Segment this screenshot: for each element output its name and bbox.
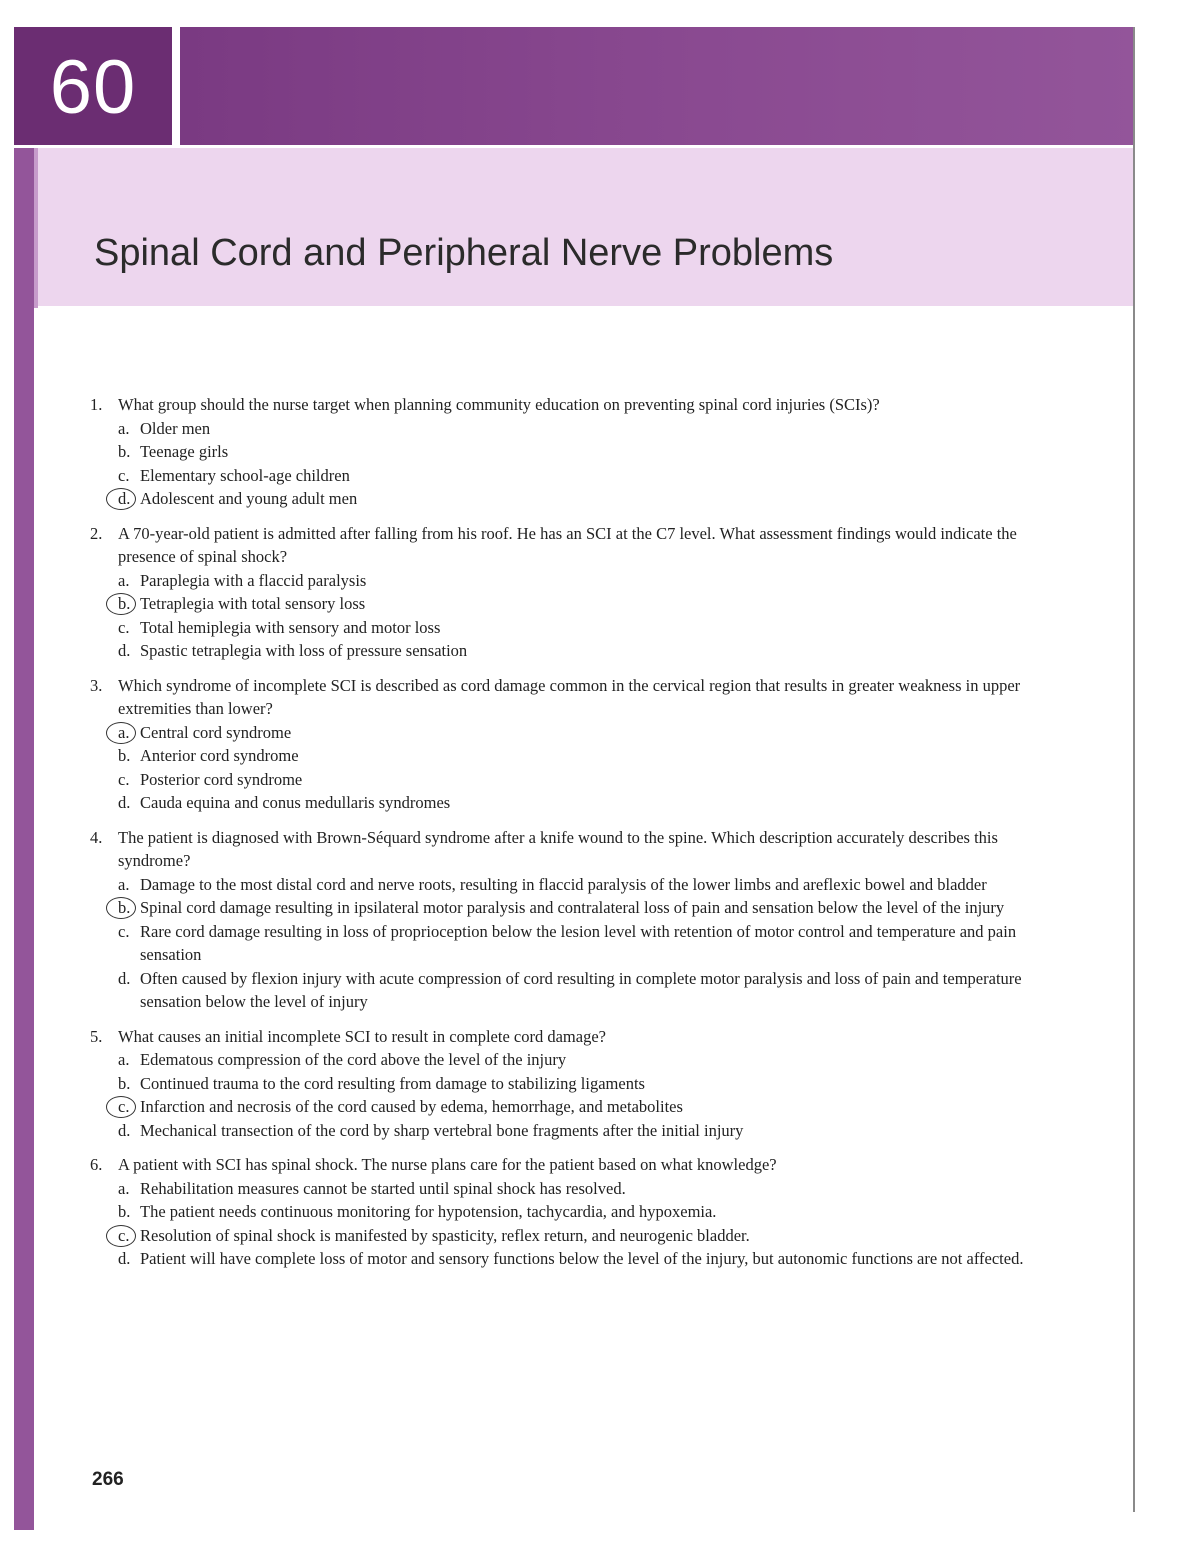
question-text: Which syndrome of incomplete SCI is described as cord damage common in the cervical region that results in greater weakness in upper extremities than lower? [118,675,1021,718]
option-letter: a. [118,570,130,590]
handwritten-circle-mark [106,488,136,510]
question-stem [90,393,1040,417]
answer-option [118,639,1040,663]
option-text: Continued trauma to the cord resulting from damage to stabilizing ligaments [140,1073,645,1093]
question-number: 2. [90,523,103,543]
question-2 [90,522,1040,663]
option-letter: d. [118,641,131,660]
option-text: Infarction and necrosis of the cord caused by edema, hemorrhage, and metabolites [140,1097,683,1116]
option-letter: c. [118,1225,130,1245]
option-letter: a. [118,1178,130,1198]
option-letter: a. [118,1050,130,1069]
answer-option [118,920,1040,967]
question-1 [90,393,1040,511]
answer-option [118,1224,1040,1248]
option-text: Spastic tetraplegia with loss of pressure sensation [140,641,468,660]
question-number: 5. [90,1026,103,1046]
option-letter: c. [118,617,130,637]
option-letter: a. [118,874,130,894]
option-text: The patient needs continuous monitoring for hypotension, tachycardia, and hypoxemia. [140,1202,717,1221]
question-6 [90,1153,1040,1271]
chapter-title: Spinal Cord and Peripheral Nerve Problems [94,232,834,274]
answer-option [118,592,1040,616]
question-text: A 70-year-old patient is admitted after falling from his roof. He has an SCI at the C7 level. What assessment findings would indicate the presence of spinal shock? [118,523,1017,566]
answer-option [118,1200,1040,1224]
answer-option [118,721,1040,745]
option-text: Posterior cord syndrome [140,769,303,789]
option-text: Rehabilitation measures cannot be started until spinal shock has resolved. [140,1178,626,1198]
option-text: Cauda equina and conus medullaris syndromes [140,793,451,812]
option-text: Rare cord damage resulting in loss of proprioception below the lesion level with retention of motor control and temperature and pain sensation [140,921,1017,964]
option-text: Teenage girls [140,442,229,461]
option-letter: c. [118,1097,130,1116]
question-text: A patient with SCI has spinal shock. The nurse plans care for the patient based on what knowledge? [118,1155,777,1174]
answer-option [118,569,1040,593]
question-list [90,393,1040,1282]
question-4 [90,826,1040,1014]
question-stem [90,1025,1040,1049]
option-text: Resolution of spinal shock is manifested by spasticity, reflex return, and neurogenic bladder. [140,1225,750,1245]
option-text: Tetraplegia with total sensory loss [140,594,366,613]
answer-option [118,464,1040,488]
option-letter: a. [118,722,130,742]
answer-option [118,1177,1040,1201]
option-text: Central cord syndrome [140,722,292,742]
option-text: Paraplegia with a flaccid paralysis [140,570,367,590]
answer-option [118,791,1040,815]
question-stem [90,674,1040,721]
answer-option [118,873,1040,897]
question-number: 3. [90,675,103,695]
title-band [38,148,1133,306]
option-letter: c. [118,465,130,485]
question-stem [90,1153,1040,1177]
question-number: 4. [90,827,103,847]
answer-option [118,417,1040,441]
answer-option [118,1072,1040,1096]
option-letter: b. [118,746,131,765]
question-number: 6. [90,1155,103,1174]
handwritten-circle-mark [106,722,136,744]
option-text: Damage to the most distal cord and nerve roots, resulting in flaccid paralysis of the lower limbs and areflexic bowel and bladder [140,874,987,894]
option-text: Adolescent and young adult men [140,489,358,508]
option-letter: c. [118,769,130,789]
option-letter: b. [118,442,131,461]
option-text: Mechanical transection of the cord by sharp vertebral bone fragments after the initial injury [140,1120,744,1140]
handwritten-circle-mark [106,593,136,615]
question-number: 1. [90,395,103,414]
question-3 [90,674,1040,815]
answer-option [118,967,1040,1014]
question-stem [90,826,1040,873]
left-margin-bar [14,148,34,1530]
option-letter: d. [118,1249,131,1268]
option-letter: b. [118,898,131,917]
header-band [180,27,1135,145]
option-letter: a. [118,418,130,438]
option-text: Anterior cord syndrome [140,746,299,765]
option-letter: b. [118,594,131,613]
handwritten-circle-mark [106,1096,136,1118]
option-text: Patient will have complete loss of motor and sensory functions below the level of the injury, but autonomic functions are not affected. [140,1249,1024,1268]
answer-option [118,768,1040,792]
option-letter: c. [118,921,130,941]
question-text: The patient is diagnosed with Brown-Séquard syndrome after a knife wound to the spine. Which description accurately describes this syndrome? [118,827,998,870]
option-text: Edematous compression of the cord above the level of the injury [140,1050,567,1069]
question-text: What group should the nurse target when planning community education on preventing spinal cord injuries (SCIs)? [118,395,880,414]
chapter-number-box [14,27,176,145]
question-5 [90,1025,1040,1143]
option-letter: d. [118,968,131,988]
option-letter: b. [118,1202,131,1221]
handwritten-circle-mark [106,1225,136,1247]
page-number: 266 [92,1469,124,1490]
answer-option [118,440,1040,464]
option-letter: d. [118,489,131,508]
option-text: Total hemiplegia with sensory and motor loss [140,617,441,637]
option-letter: b. [118,1073,131,1093]
answer-option [118,616,1040,640]
answer-option [118,1247,1040,1271]
question-stem [90,522,1040,569]
handwritten-circle-mark [106,897,136,919]
question-text: What causes an initial incomplete SCI to result in complete cord damage? [118,1026,606,1046]
chapter-number: 60 [49,45,137,130]
right-page-edge [1133,27,1135,1512]
answer-option [118,487,1040,511]
option-letter: d. [118,1120,131,1140]
answer-option [118,1095,1040,1119]
option-text: Often caused by flexion injury with acute compression of cord resulting in complete motor paralysis and loss of pain and temperature sensation below the level of injury [140,968,1022,1011]
option-letter: d. [118,793,131,812]
answer-option [118,744,1040,768]
answer-option [118,1048,1040,1072]
option-text: Elementary school-age children [140,465,350,485]
answer-option [118,896,1040,920]
answer-option [118,1119,1040,1143]
option-text: Older men [140,418,211,438]
option-text: Spinal cord damage resulting in ipsilateral motor paralysis and contralateral loss of pain and sensation below the level of the injury [140,898,1005,917]
